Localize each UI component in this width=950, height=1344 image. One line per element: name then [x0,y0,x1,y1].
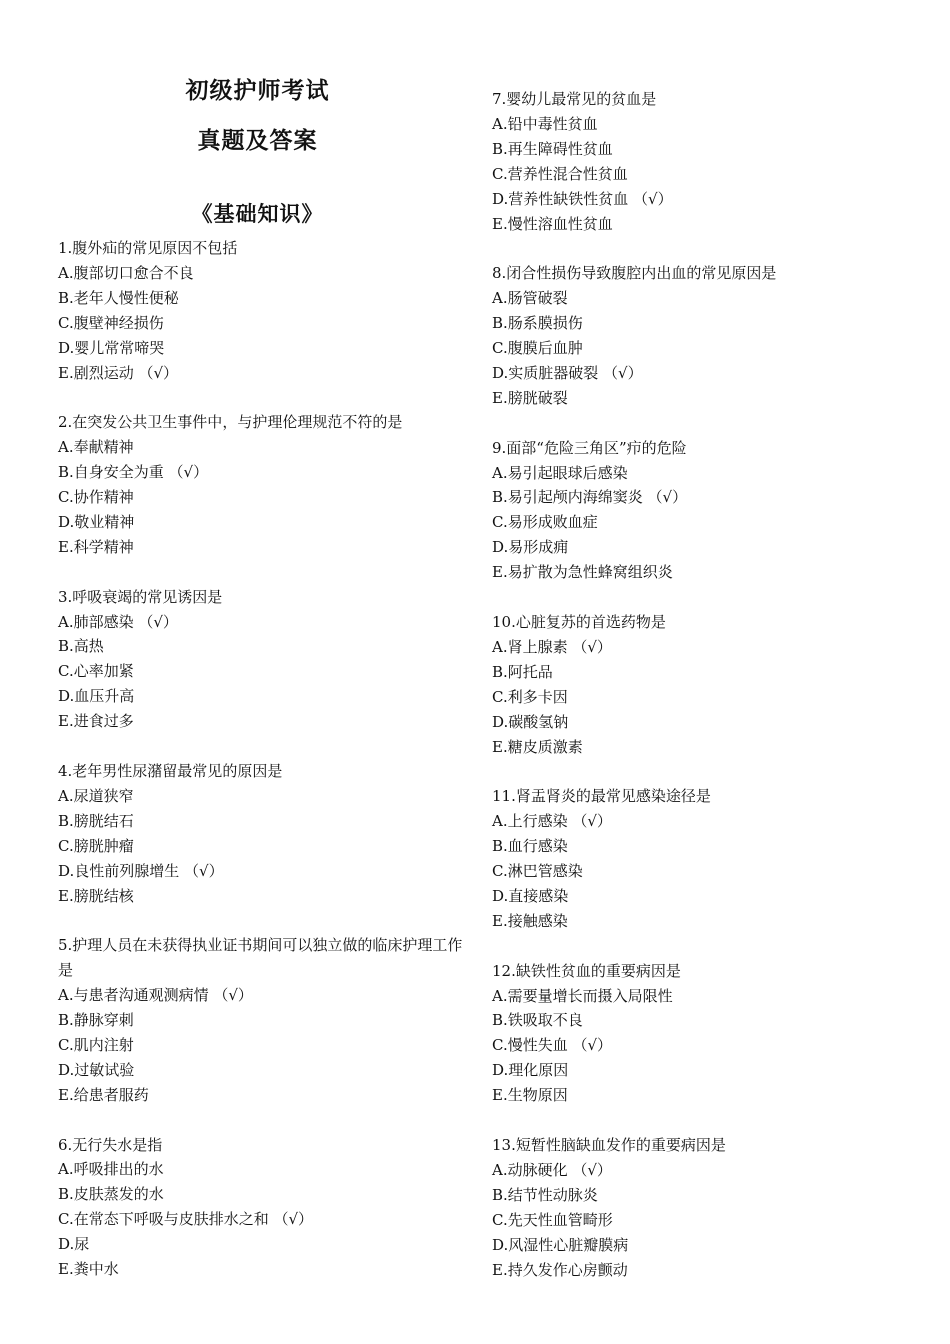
question-1 [58,236,468,385]
option-e: E.接触感染 [492,911,568,930]
left-column [58,236,468,1282]
option-a: A.尿道狭窄 [58,786,134,805]
question-5 [58,933,468,1107]
option-e: E.进食过多 [58,712,134,731]
option-d: D.实质脏器破裂 （√） [492,363,643,382]
option-b: B.结节性动脉炎 [492,1185,598,1204]
option-b: B.高热 [58,637,104,656]
question-8 [492,261,912,410]
option-a: A.奉献精神 [58,438,134,457]
option-b: B.血行感染 [492,837,568,856]
option-a: A.与患者沟通观测病情 （√） [58,986,253,1005]
question-9 [492,436,912,585]
option-e: E.糖皮质激素 [492,737,583,756]
option-c: C.营养性混合性贫血 [492,164,628,183]
option-d: D.良性前列腺增生 （√） [58,861,224,880]
option-c: C.易形成败血症 [492,513,598,532]
option-a: A.肾上腺素 （√） [492,637,612,656]
option-d: D.易形成痈 [492,538,569,557]
section-heading: 《基础知识》 [191,202,324,226]
question-stem: 4.老年男性尿潴留最常见的原因是 [58,761,283,780]
option-e: E.科学精神 [58,537,134,556]
option-a: A.呼吸排出的水 [58,1160,164,1179]
option-e: E.粪中水 [58,1260,119,1279]
option-d: D.血压升高 [58,687,135,706]
option-e: E.膀胱结核 [58,886,134,905]
question-stem: 6.无行失水是指 [58,1135,163,1154]
option-d: D.直接感染 [492,886,569,905]
option-c: C.肌内注射 [58,1035,134,1054]
option-d: D.过敏试验 [58,1060,135,1079]
question-stem: 13.短暂性脑缺血发作的重要病因是 [492,1135,726,1154]
question-11 [492,784,912,933]
option-e: E.给患者服药 [58,1085,149,1104]
option-c: C.在常态下呼吸与皮肤排水之和 （√） [58,1210,314,1229]
question-3 [58,585,468,734]
option-c: C.膀胱肿瘤 [58,836,134,855]
option-b: B.老年人慢性便秘 [58,288,179,307]
option-d: D.风湿性心脏瓣膜病 [492,1235,629,1254]
question-6 [58,1133,468,1282]
document-title-line-1: 初级护师考试 [185,78,330,104]
option-d: D.婴儿常常啼哭 [58,338,165,357]
question-4 [58,759,468,908]
option-b: B.易引起颅内海绵窦炎 （√） [492,488,688,507]
option-c: C.心率加紧 [58,662,134,681]
option-a: A.上行感染 （√） [492,812,612,831]
option-d: D.碳酸氢钠 [492,712,569,731]
option-a: A.肠管破裂 [492,289,568,308]
option-e: E.剧烈运动 （√） [58,363,179,382]
option-b: B.肠系膜损伤 [492,314,583,333]
question-stem: 5.护理人员在未获得执业证书期间可以独立做的临床护理工作是 [58,936,463,980]
option-a: A.铅中毒性贫血 [492,114,598,133]
question-stem: 2.在突发公共卫生事件中，与护理伦理规范不符的是 [58,413,403,432]
option-b: B.膀胱结石 [58,811,134,830]
option-c: C.腹膜后血肿 [492,339,583,358]
option-e: E.持久发作心房颤动 [492,1260,628,1279]
question-stem: 12.缺铁性贫血的重要病因是 [492,961,681,980]
question-2 [58,410,468,559]
option-c: C.慢性失血 （√） [492,1036,613,1055]
option-a: A.腹部切口愈合不良 [58,263,194,282]
option-c: C.协作精神 [58,488,134,507]
option-c: C.利多卡因 [492,687,568,706]
option-e: E.生物原因 [492,1086,568,1105]
option-c: C.淋巴管感染 [492,862,583,881]
option-b: B.再生障碍性贫血 [492,139,613,158]
option-b: B.皮肤蒸发的水 [58,1185,164,1204]
option-d: D.敬业精神 [58,512,135,531]
question-12 [492,959,912,1108]
option-d: D.尿 [58,1235,90,1254]
option-a: A.动脉硬化 （√） [492,1160,612,1179]
question-stem: 7.婴幼儿最常见的贫血是 [492,90,657,108]
option-d: D.营养性缺铁性贫血 （√） [492,189,673,208]
option-e: E.慢性溶血性贫血 [492,214,613,233]
option-c: C.腹壁神经损伤 [58,313,164,332]
option-b: B.铁吸取不良 [492,1011,583,1030]
question-13 [492,1133,912,1282]
option-b: B.静脉穿刺 [58,1011,134,1030]
option-e: E.膀胱破裂 [492,388,568,407]
question-10 [492,610,912,759]
question-stem: 11.肾盂肾炎的最常见感染途径是 [492,787,711,806]
option-d: D.理化原因 [492,1061,569,1080]
option-b: B.自身安全为重 （√） [58,463,209,482]
option-a: A.易引起眼球后感染 [492,463,628,482]
option-c: C.先天性血管畸形 [492,1210,613,1229]
option-e: E.易扩散为急性蜂窝组织炎 [492,563,673,582]
question-stem: 3.呼吸衰竭的常见诱因是 [58,587,223,606]
question-stem: 1.腹外疝的常见原因不包括 [58,239,238,257]
question-stem: 9.面部“危险三角区”疖的危险 [492,438,687,457]
option-a: A.肺部感染 （√） [58,612,178,631]
option-b: B.阿托品 [492,662,553,681]
question-stem: 10.心脏复苏的首选药物是 [492,612,666,631]
question-7 [492,87,912,236]
document-title-line-2: 真题及答案 [197,128,318,154]
right-column [492,87,912,1282]
option-a: A.需要量增长而摄入局限性 [492,986,673,1005]
question-stem: 8.闭合性损伤导致腹腔内出血的常见原因是 [492,264,777,283]
